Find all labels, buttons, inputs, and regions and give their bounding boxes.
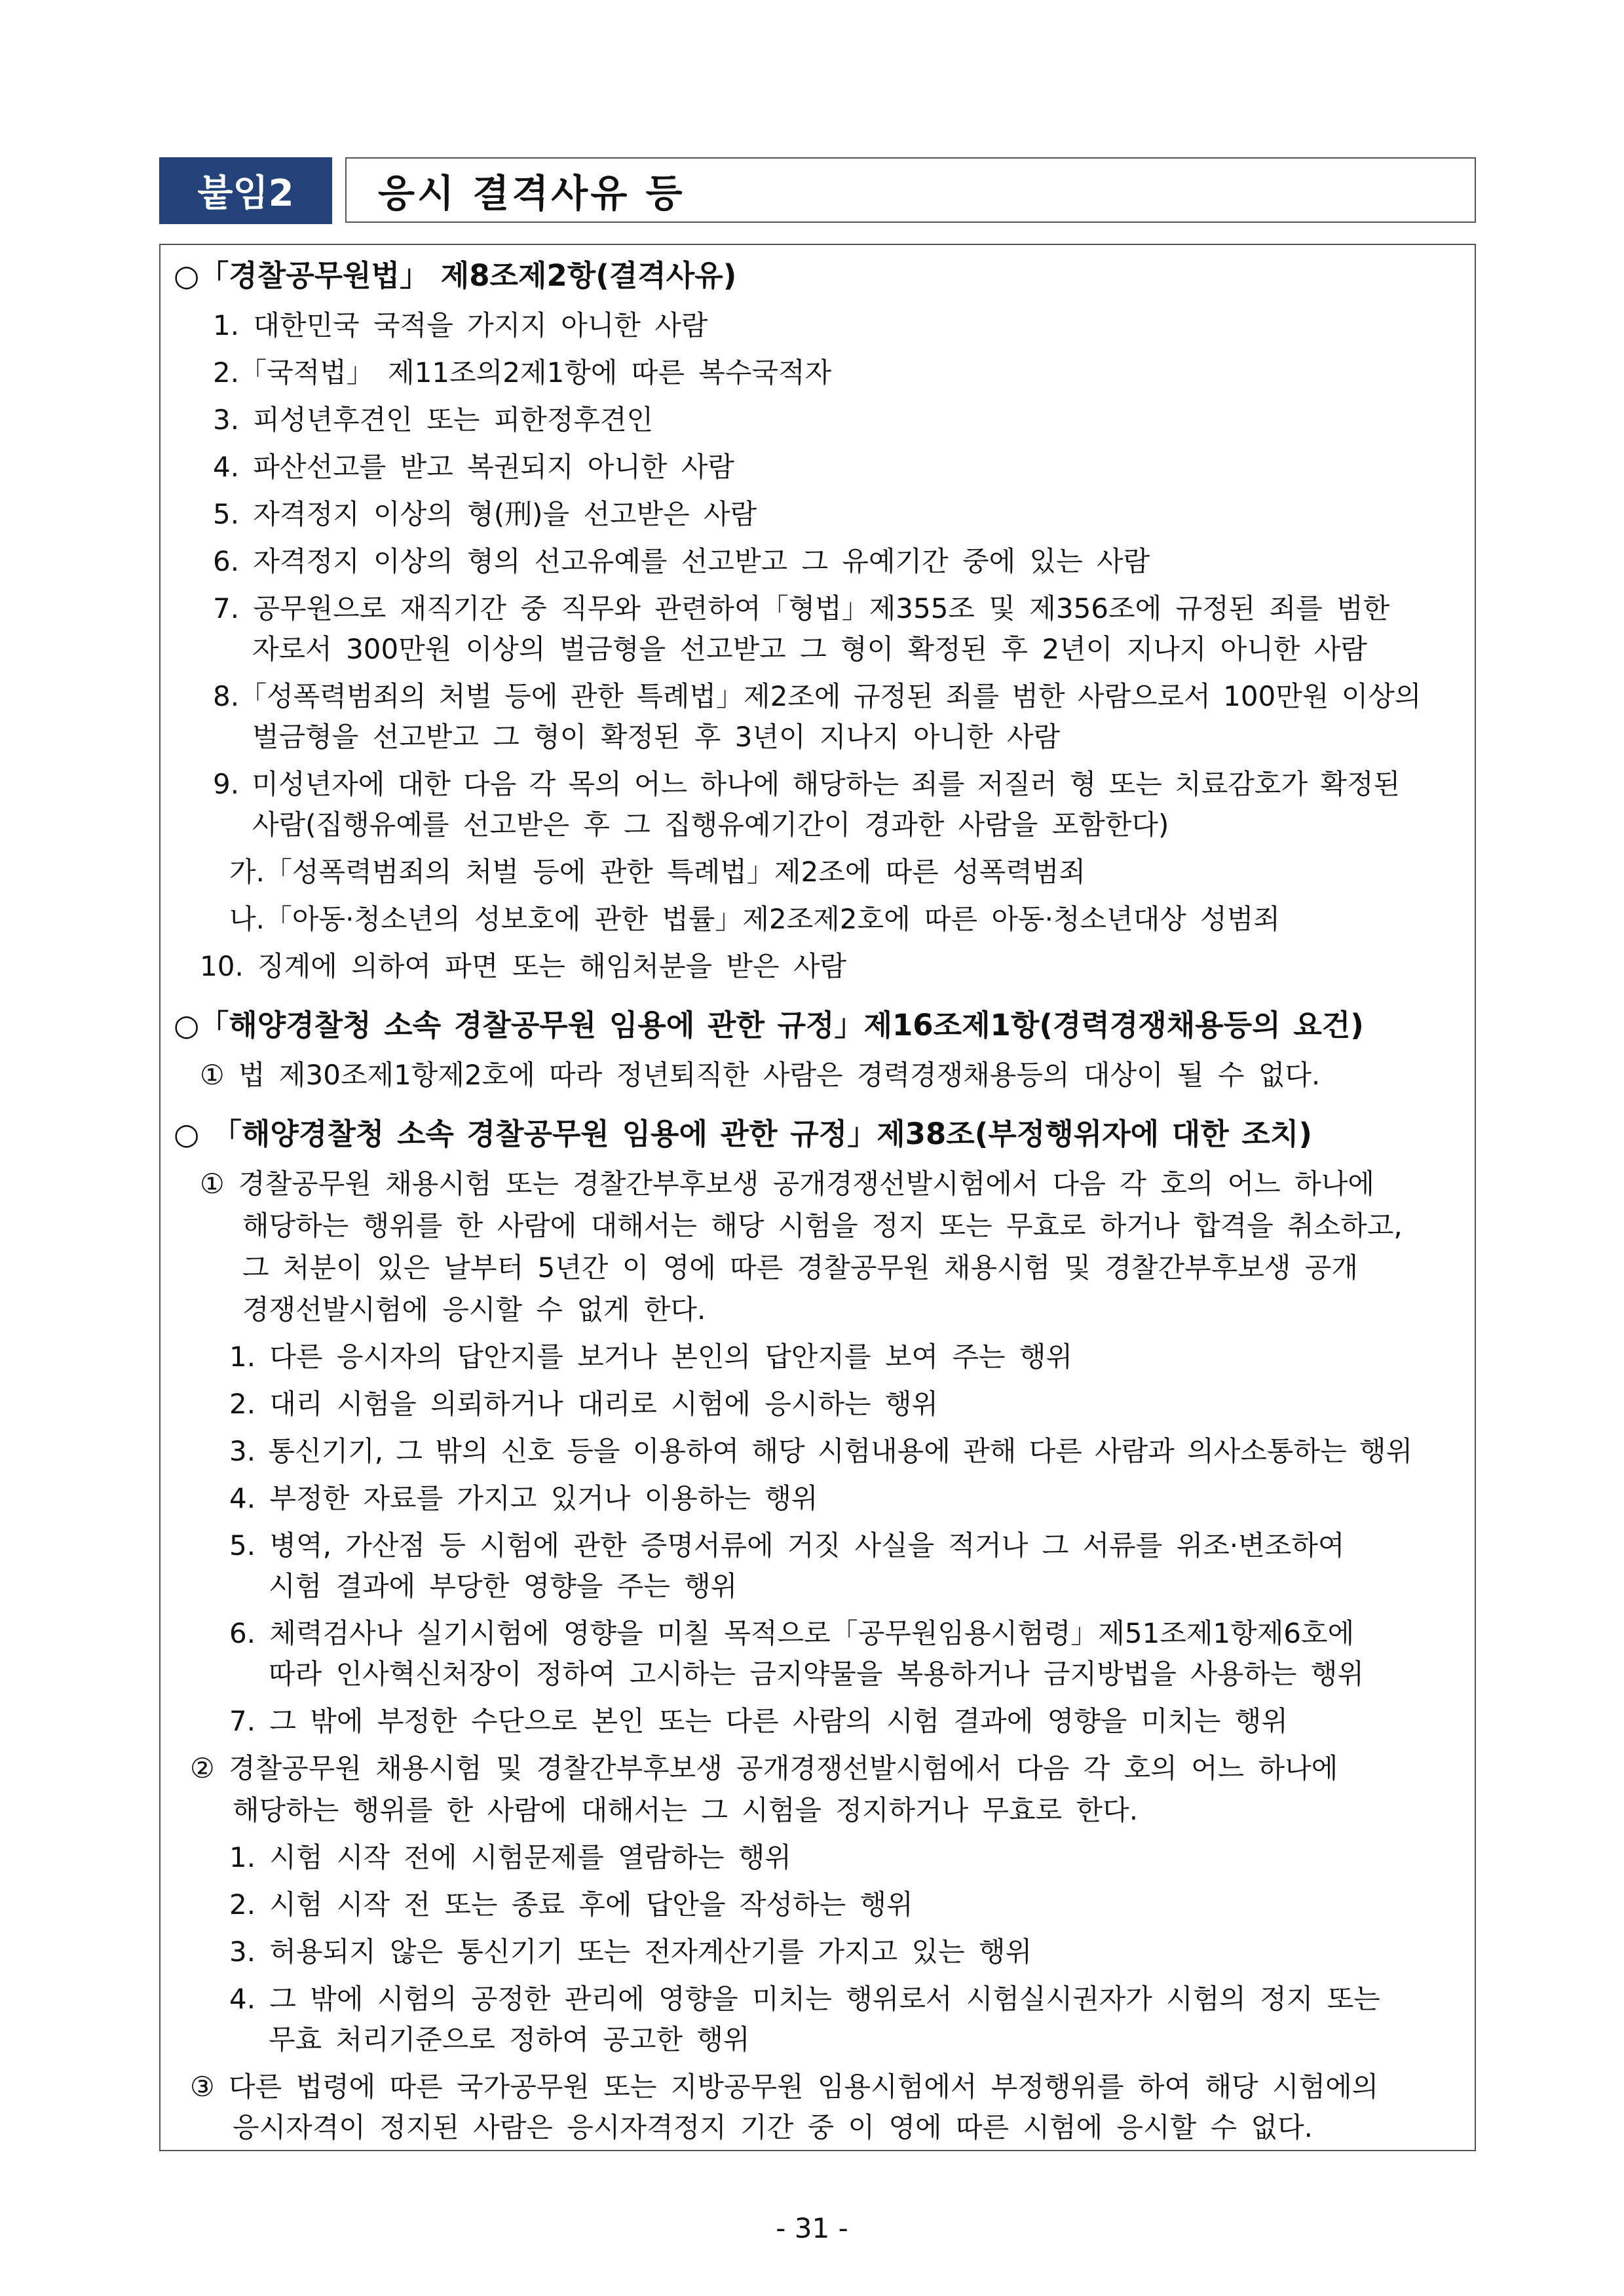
- document-line: 3. 피성년후견인 또는 피한정후견인: [213, 404, 654, 436]
- document-line: 10. 징계에 의하여 파면 또는 해임처분을 받은 사람: [200, 950, 847, 982]
- document-line: 6. 자격정지 이상의 형의 선고유예를 선고받고 그 유예기간 중에 있는 사람: [213, 545, 1150, 577]
- document-line: 4. 그 밖에 시험의 공정한 관리에 영향을 미치는 행위로서 시험실시권자가 시험의 정지 또는: [229, 1983, 1380, 2015]
- document-line: 7. 공무원으로 재직기간 중 직무와 관련하여「형법」제355조 및 제356조에 규정된 죄를 범한: [213, 592, 1390, 624]
- attachment-tag-underline: [159, 221, 332, 224]
- document-line: 해당하는 행위를 한 사람에 대해서는 그 시험을 정지하거나 무효로 한다.: [233, 1794, 1139, 1826]
- document-line: 해당하는 행위를 한 사람에 대해서는 해당 시험을 정지 또는 무효로 하거나 합격을 취소하고,: [242, 1210, 1403, 1242]
- document-line: 나.「아동·청소년의 성보호에 관한 법률」제2조제2호에 따른 아동·청소년대상 성범죄: [229, 903, 1280, 935]
- document-line: 2. 시험 시작 전 또는 종료 후에 답안을 작성하는 행위: [229, 1888, 913, 1921]
- document-line: 8.「성폭력범죄의 처벌 등에 관한 특례법」제2조에 규정된 죄를 범한 사람으로서 100만원 이상의: [213, 680, 1422, 712]
- document-line: 2. 대리 시험을 의뢰하거나 대리로 시험에 응시하는 행위: [229, 1388, 939, 1420]
- document-line: 5. 자격정지 이상의 형(刑)을 선고받은 사람: [213, 498, 757, 530]
- document-line: 벌금형을 선고받고 그 형이 확정된 후 3년이 지나지 아니한 사람: [252, 721, 1061, 753]
- document-line: 4. 파산선고를 받고 복권되지 아니한 사람: [213, 451, 734, 483]
- document-line: 시험 결과에 부당한 영향을 주는 행위: [269, 1570, 738, 1602]
- document-line: 2.「국적법」 제11조의2제1항에 따른 복수국적자: [213, 356, 832, 389]
- document-line: ① 법 제30조제1항제2호에 따라 정년퇴직한 사람은 경력경쟁채용등의 대상이 될 수 없다.: [200, 1059, 1321, 1091]
- section-heading: ○「해양경찰청 소속 경찰공무원 임용에 관한 규정」제16조제1항(경력경쟁채용등의 요건): [174, 1008, 1364, 1043]
- document-line: 사람(집행유예를 선고받은 후 그 집행유예기간이 경과한 사람을 포함한다): [252, 809, 1169, 841]
- document-line: 경쟁선발시험에 응시할 수 없게 한다.: [242, 1293, 706, 1326]
- document-line: 응시자격이 정지된 사람은 응시자격정지 기간 중 이 영에 따른 시험에 응시할 수 없다.: [233, 2111, 1313, 2143]
- document-line: ① 경찰공무원 채용시험 또는 경찰간부후보생 공개경쟁선발시험에서 다음 각 호의 어느 하나에: [200, 1168, 1374, 1200]
- document-line: 1. 다른 응시자의 답안지를 보거나 본인의 답안지를 보여 주는 행위: [229, 1341, 1073, 1373]
- document-line: 그 처분이 있은 날부터 5년간 이 영에 따른 경찰공무원 채용시험 및 경찰간부후보생 공개: [242, 1252, 1358, 1284]
- document-line: 6. 체력검사나 실기시험에 영향을 미칠 목적으로「공무원임용시험령」제51조제1항제6호에: [229, 1617, 1355, 1649]
- document-line: 따라 인사혁신처장이 정하여 고시하는 금지약물을 복용하거나 금지방법을 사용하는 행위: [269, 1658, 1364, 1690]
- document-line: 가.「성폭력범죄의 처벌 등에 관한 특례법」제2조에 따른 성폭력범죄: [229, 856, 1086, 888]
- attachment-tag: 붙임2: [159, 157, 332, 224]
- document-line: 3. 허용되지 않은 통신기기 또는 전자계산기를 가지고 있는 행위: [229, 1936, 1032, 1968]
- document-line: 3. 통신기기, 그 밖의 신호 등을 이용하여 해당 시험내용에 관해 다른 사람과 의사소통하는 행위: [229, 1435, 1413, 1467]
- document-line: 무효 처리기준으로 정하여 공고한 행위: [269, 2023, 750, 2056]
- document-line: 7. 그 밖에 부정한 수단으로 본인 또는 다른 사람의 시험 결과에 영향을 미치는 행위: [229, 1705, 1288, 1737]
- document-line: 4. 부정한 자료를 가지고 있거나 이용하는 행위: [229, 1482, 818, 1514]
- page-number: - 31 -: [776, 2212, 848, 2244]
- document-line: 9. 미성년자에 대한 다음 각 목의 어느 하나에 해당하는 죄를 저질러 형 또는 치료감호가 확정된: [213, 768, 1401, 800]
- page-title: 응시 결격사유 등: [345, 157, 1476, 223]
- section-heading: ○「경찰공무원법」 제8조제2항(결격사유): [174, 258, 737, 293]
- document-line: ② 경찰공무원 채용시험 및 경찰간부후보생 공개경쟁선발시험에서 다음 각 호의 어느 하나에: [190, 1752, 1338, 1784]
- document-line: ③ 다른 법령에 따른 국가공무원 또는 지방공무원 임용시험에서 부정행위를 하여 해당 시험에의: [190, 2071, 1379, 2103]
- document-line: 1. 시험 시작 전에 시험문제를 열람하는 행위: [229, 1841, 791, 1873]
- document-line: 자로서 300만원 이상의 벌금형을 선고받고 그 형이 확정된 후 2년이 지나지 아니한 사람: [252, 633, 1367, 665]
- section-heading: ○ 「해양경찰청 소속 경찰공무원 임용에 관한 규정」제38조(부정행위자에 대한 조치): [174, 1117, 1312, 1151]
- document-line: 1. 대한민국 국적을 가지지 아니한 사람: [213, 309, 708, 341]
- document-line: 5. 병역, 가산점 등 시험에 관한 증명서류에 거짓 사실을 적거나 그 서류를 위조·변조하여: [229, 1529, 1345, 1561]
